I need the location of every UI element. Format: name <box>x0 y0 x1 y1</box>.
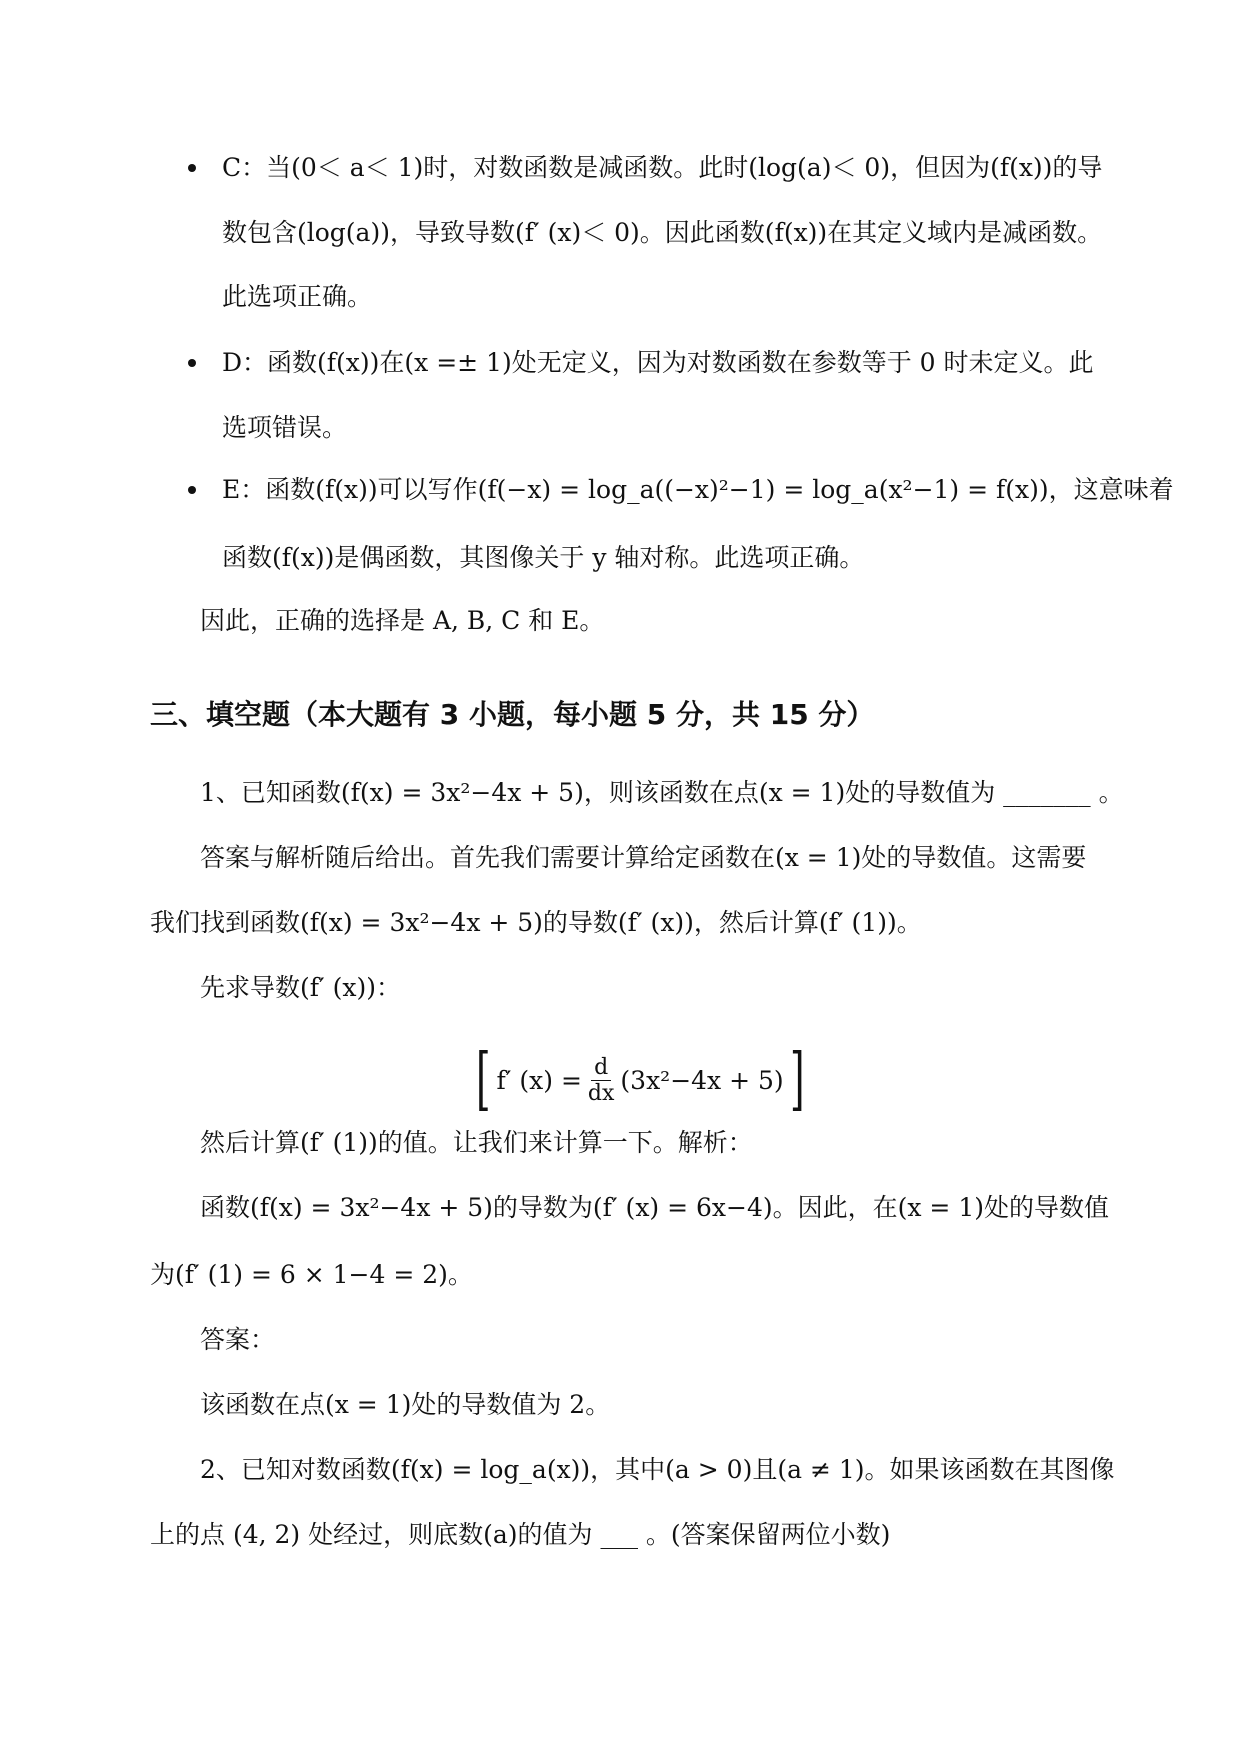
right-bracket: ] <box>789 1040 805 1119</box>
question-1-analysis-line-3: 然后计算(f′ (1))的值。让我们来计算一下。解析： <box>200 1128 753 1157</box>
formula-lhs: f′ (x) = <box>496 1065 582 1095</box>
formula-rhs: (3x²−4x + 5) <box>620 1065 784 1095</box>
question-1-derivative-intro: 先求导数(f′ (x))： <box>200 973 401 1002</box>
option-d-line-1: D：函数(f(x))在(x =± 1)处无定义，因为对数函数在参数等于 0 时未定义。此 <box>222 348 1094 377</box>
option-e-line-1: E：函数(f(x))可以写作(f(−x) = log_a((−x)²−1) = log_a(x²−1) = f(x))，这意味着 <box>222 475 1174 504</box>
fraction-numerator: d <box>591 1055 611 1081</box>
question-1-analysis-line-5: 为(f′ (1) = 6 × 1−4 = 2)。 <box>150 1260 473 1289</box>
question-2-line-2: 上的点 (4, 2) 处经过，则底数(a)的值为 ___ 。(答案保留两位小数) <box>150 1520 891 1549</box>
option-e-line-2: 函数(f(x))是偶函数，其图像关于 y 轴对称。此选项正确。 <box>222 543 865 572</box>
bullet-dot <box>188 486 196 494</box>
answer-label: 答案： <box>200 1325 276 1354</box>
option-d-line-2: 选项错误。 <box>222 413 348 442</box>
fraction-d-dx <box>585 1055 618 1106</box>
question-1-analysis-line-2: 我们找到函数(f(x) = 3x²−4x + 5)的导数(f′ (x))，然后计算(f′ (1))。 <box>150 908 922 937</box>
question-2-line-1: 2、已知对数函数(f(x) = log_a(x))，其中(a > 0)且(a ≠ 1)。如果该函数在其图像 <box>200 1455 1115 1484</box>
answer-text: 该函数在点(x = 1)处的导数值为 2。 <box>200 1390 611 1419</box>
question-1-text: 1、已知函数(f(x) = 3x²−4x + 5)，则该函数在点(x = 1)处的导数值为 _______ 。 <box>200 778 1124 807</box>
bullet-dot <box>188 359 196 367</box>
conclusion-text: 因此，正确的选择是 A, B, C 和 E。 <box>200 606 605 635</box>
option-c-line-2: 数包含(log(a))，导致导数(f′ (x)＜ 0)。因此函数(f(x))在其定义域内是减函数。 <box>222 218 1103 247</box>
section-heading: 三、填空题（本大题有 3 小题，每小题 5 分，共 15 分） <box>150 698 875 731</box>
derivative-formula <box>470 1040 810 1120</box>
question-1-analysis-line-4: 函数(f(x) = 3x²−4x + 5)的导数为(f′ (x) = 6x−4)。因此，在(x = 1)处的导数值 <box>200 1193 1109 1222</box>
bullet-dot <box>188 164 196 172</box>
fraction-denominator: dx <box>587 1080 615 1106</box>
left-bracket: [ <box>475 1040 491 1119</box>
option-c-line-3: 此选项正确。 <box>222 282 373 311</box>
option-c-line-1: C：当(0＜ a＜ 1)时，对数函数是减函数。此时(log(a)＜ 0)，但因为(f(x))的导 <box>222 153 1103 182</box>
question-1-analysis-line-1: 答案与解析随后给出。首先我们需要计算给定函数在(x = 1)处的导数值。这需要 <box>200 843 1087 872</box>
